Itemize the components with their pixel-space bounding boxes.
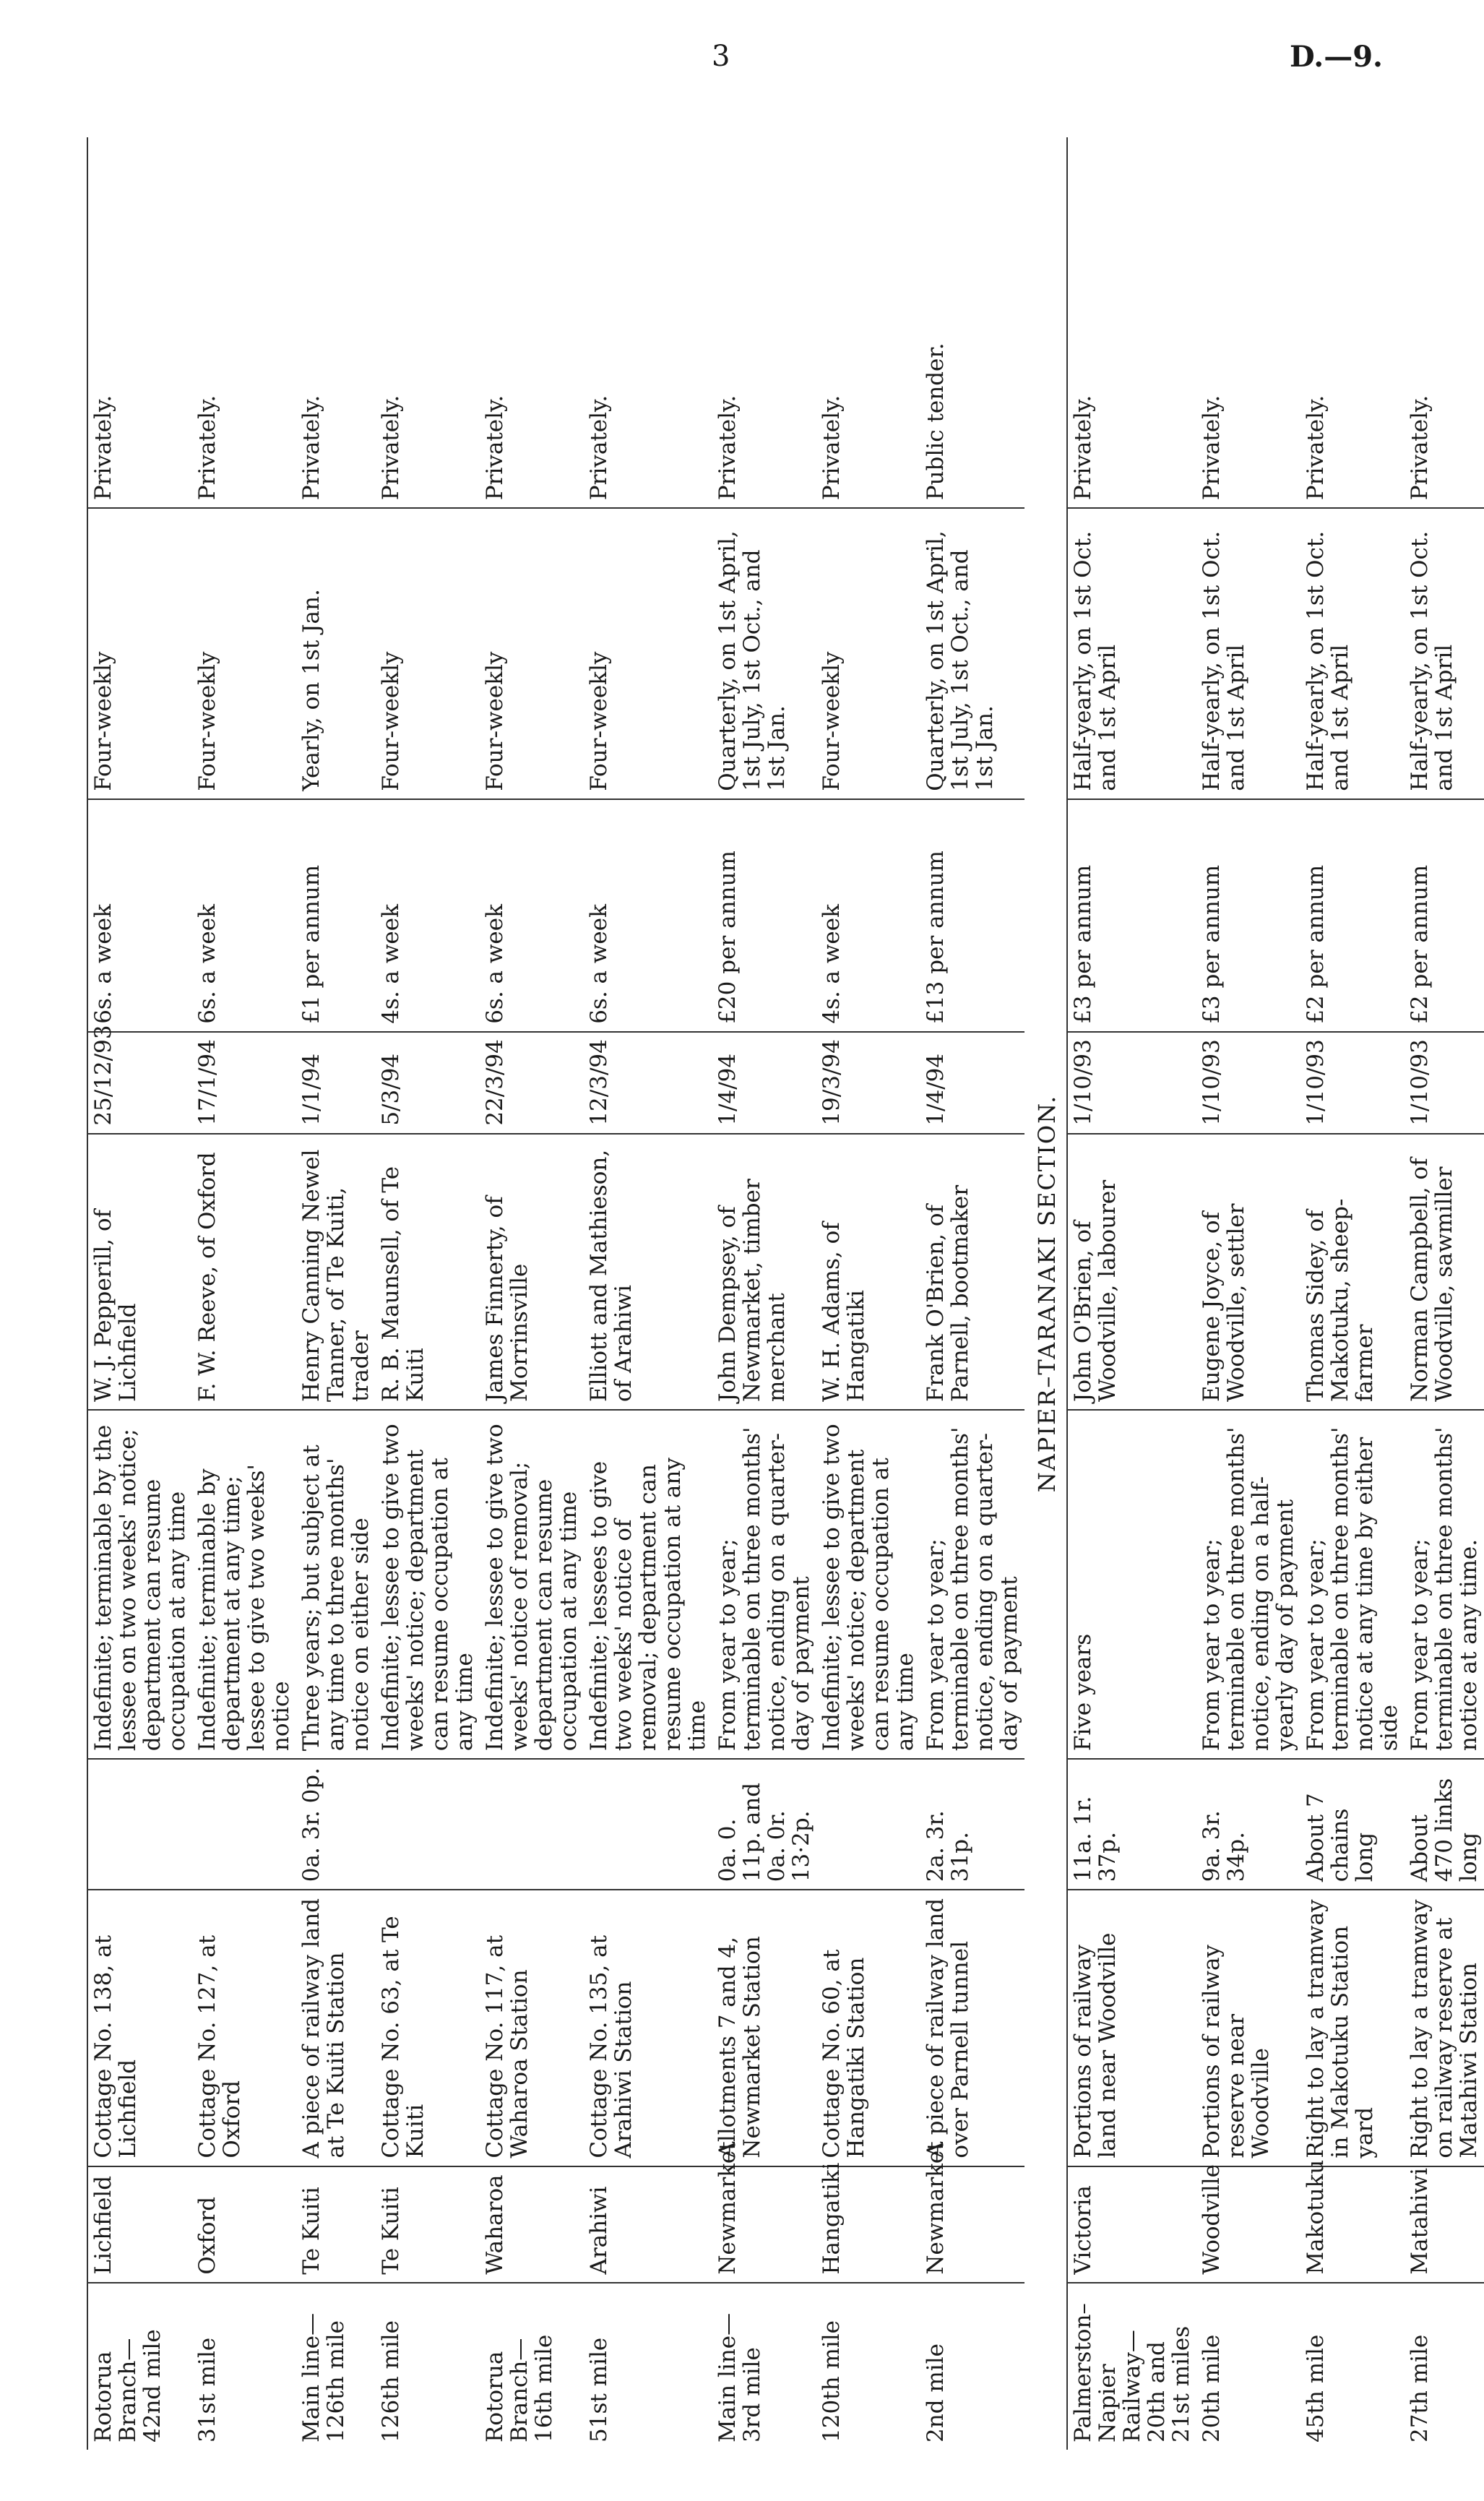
cell-how: Privately. [1300,137,1405,508]
cell-tenure: From year to year; terminable on three months' notice at any time by either side [1300,1410,1405,1759]
cell-date: 1/4/94 [920,1032,1024,1134]
cell-station: Te Kuiti [376,2166,480,2283]
cell-how: Privately. [1405,137,1484,508]
cell-date: 22/3/94 [480,1032,584,1134]
cell-rent: 6s. a week [87,799,192,1032]
cell-date: 1/10/93 [1405,1032,1484,1134]
cell-rent: £2 per annum [1405,799,1484,1032]
table-row [480,137,584,2450]
cell-date: 5/3/94 [376,1032,480,1134]
table-row [712,137,816,2450]
leases-table [87,137,1484,2450]
cell-date: 1/10/93 [1196,1032,1300,1134]
cell-area [480,1759,584,1890]
cell-area [87,1759,192,1890]
cell-lessee: F. W. Reeve, of Oxford [192,1134,296,1410]
cell-mileage: Rotorua Branch— 42nd mile [87,2283,192,2450]
cell-station: Lichfield [87,2166,192,2283]
cell-rent: 6s. a week [584,799,712,1032]
cell-property: A piece of railway land at Te Kuiti Station [296,1890,376,2166]
cell-mileage: Palmerston–Napier Railway— 20th and 21st miles [1067,2283,1196,2450]
cell-payable: Four-weekly [480,508,584,799]
table-body-bottom [1067,137,1484,2450]
leases-table-rotated [87,137,1482,2450]
cell-area: About 470 links long [1405,1759,1484,1890]
cell-property: Cottage No. 60, at Hangatiki Station [816,1890,920,2166]
cell-how: Privately. [376,137,480,508]
cell-payable: Half-yearly, on 1st Oct. and 1st April [1067,508,1196,799]
cell-lessee: Henry Canning Newel Tanner, of Te Kuiti, trader [296,1134,376,1410]
cell-area: 0a. 0. 11p. and 0a. 0r. 13·2p. [712,1759,816,1890]
cell-property: Right to lay a tramway on railway reserve at Matahiwi Station [1405,1890,1484,2166]
cell-lessee: Eugene Joyce, of Woodville, settler [1196,1134,1300,1410]
cell-station: Hangatiki [816,2166,920,2283]
cell-mileage: 31st mile [194,2337,220,2442]
cell-mileage: 120th mile [819,2320,845,2442]
cell-area: About 7 chains long [1300,1759,1405,1890]
page-number: 3 [712,40,730,73]
cell-area: 9a. 3r. 34p. [1196,1759,1300,1890]
cell-property: Cottage No. 117, at Waharoa Station [480,1890,584,2166]
cell-area: 11a. 1r. 37p. [1067,1759,1196,1890]
cell-date: 1/10/93 [1067,1032,1196,1134]
cell-property: Allotments 7 and 4, Newmarket Station [712,1890,816,2166]
table-row [584,137,712,2450]
cell-how: Privately. [1067,137,1196,508]
cell-mileage: Main line— 3rd mile [715,2312,765,2442]
table-row [87,137,192,2450]
cell-payable: Four-weekly [816,508,920,799]
cell-payable: Four-weekly [584,508,712,799]
cell-rent: 6s. a week [192,799,296,1032]
table-row [192,137,296,2450]
cell-area: 0a. 3r. 0p. [296,1759,376,1890]
cell-area [816,1759,920,1890]
cell-rent: 4s. a week [376,799,480,1032]
cell-payable: Half-yearly, on 1st Oct. and 1st April [1300,508,1405,799]
cell-date: 17/1/94 [192,1032,296,1134]
cell-lessee: Thomas Sidey, of Makotuku, sheep-farmer [1300,1134,1405,1410]
cell-tenure: From year to year; terminable on three months' notice, ending on a quarter-day of payment [712,1410,816,1759]
table-row [296,137,376,2450]
cell-tenure: From year to year; terminable on three months' notice at any time. [1405,1410,1484,1759]
cell-lessee: John Dempsey, of Newmarket, timber merchant [712,1134,816,1410]
cell-how: Privately. [712,137,816,508]
cell-station: Oxford [192,2166,296,2283]
cell-how: Privately. [296,137,376,508]
section-title: NAPIER–TARANAKI SECTION. [1033,1094,1061,1493]
cell-rent: £2 per annum [1300,799,1405,1032]
cell-station: Matahiwi [1405,2166,1484,2283]
cell-how: Privately. [584,137,712,508]
cell-rent: 6s. a week [480,799,584,1032]
cell-property: Portions of railway land near Woodville [1067,1890,1196,2166]
cell-mileage: 126th mile [378,2320,404,2442]
cell-tenure: Indefinite; lessee to give two weeks' notice; department can resume occupation at any time [816,1410,920,1759]
cell-lessee: W. J. Pepperill, of Lichfield [87,1134,192,1410]
table-body-top [87,137,1024,2450]
cell-how: Privately. [1196,137,1300,508]
cell-payable: Four-weekly [87,508,192,799]
cell-payable: Quarterly, on 1st April, 1st July, 1st Oct., and 1st Jan. [712,508,816,799]
cell-lessee: John O'Brien, of Woodville, labourer [1067,1134,1196,1410]
cell-mileage: Rotorua Branch— 16th mile [482,2334,557,2442]
cell-date: 1/1/94 [296,1032,376,1134]
cell-property: Right to lay a tramway in Makotuku Station yard [1300,1890,1405,2166]
cell-station: Waharoa [480,2166,584,2283]
cell-station: Te Kuiti [296,2166,376,2283]
cell-tenure: Indefinite; lessees to give two weeks' notice of removal; department can resume occupation at any time [584,1410,712,1759]
cell-mileage: Main line— 126th mile [298,2312,349,2442]
cell-rent: £3 per annum [1196,799,1300,1032]
cell-station: Woodville [1196,2166,1300,2283]
cell-lessee: Norman Campbell, of Woodville, sawmiller [1405,1134,1484,1410]
cell-area [584,1759,712,1890]
cell-tenure: Indefinite; lessee to give two weeks' notice; department can resume occupation at any time [376,1410,480,1759]
cell-property: Cottage No. 127, at Oxford [192,1890,296,2166]
cell-mileage: 45th mile [1303,2334,1329,2442]
cell-mileage: 27th mile [1407,2334,1433,2442]
cell-station: Newmarket [712,2166,816,2283]
cell-property: Cottage No. 135, at Arahiwi Station [584,1890,712,2166]
cell-lessee: James Finnerty, of Morrinsville [480,1134,584,1410]
table-row [1405,137,1484,2450]
cell-payable: Yearly, on 1st Jan. [296,508,376,799]
cell-lessee: Elliott and Mathieson, of Arahiwi [584,1134,712,1410]
cell-how: Privately. [192,137,296,508]
cell-payable: Quarterly, on 1st April, 1st July, 1st Oct., and 1st Jan. [920,508,1024,799]
table-row [816,137,920,2450]
cell-tenure: Indefinite; lessee to give two weeks' notice of removal; department can resume occupation at any time [480,1410,584,1759]
cell-tenure: Five years [1067,1410,1196,1759]
cell-area: 2a. 3r. 31p. [920,1759,1024,1890]
cell-tenure: From year to year; terminable on three months' notice, ending on a half-yearly day of payment [1196,1410,1300,1759]
cell-station: Arahiwi [584,2166,712,2283]
cell-date: 1/4/94 [712,1032,816,1134]
cell-how: Public tender. [920,137,1024,508]
cell-how: Privately. [816,137,920,508]
cell-rent: 4s. a week [816,799,920,1032]
cell-area [192,1759,296,1890]
cell-property: A piece of railway land over Parnell tunnel [920,1890,1024,2166]
cell-station: Victoria [1067,2166,1196,2283]
cell-tenure: Three years; but subject at any time to three months' notice on either side [296,1410,376,1759]
cell-station: Makotuku [1300,2166,1405,2283]
cell-how: Privately. [480,137,584,508]
cell-lessee: W. H. Adams, of Hangatiki [816,1134,920,1410]
cell-date: 12/3/94 [584,1032,712,1134]
cell-rent: £20 per annum [712,799,816,1032]
table-row [1300,137,1405,2450]
cell-lessee: R. B. Maunsell, of Te Kuiti [376,1134,480,1410]
cell-payable: Four-weekly [376,508,480,799]
cell-mileage: 2nd mile [923,2343,949,2442]
section-row [1024,137,1067,2450]
cell-lessee: Frank O'Brien, of Parnell, bootmaker [920,1134,1024,1410]
cell-payable: Half-yearly, on 1st Oct. and 1st April [1196,508,1300,799]
cell-date: 1/10/93 [1300,1032,1405,1134]
cell-station: Newmarket [920,2166,1024,2283]
cell-property: Portions of railway reserve near Woodville [1196,1890,1300,2166]
cell-property: Cottage No. 63, at Te Kuiti [376,1890,480,2166]
page-reference: D.—9. [1290,40,1383,74]
cell-property: Cottage No. 138, at Lichfield [87,1890,192,2166]
cell-mileage: 20th mile [1199,2334,1225,2442]
cell-date: 19/3/94 [816,1032,920,1134]
table-row [1067,137,1196,2450]
cell-date: 25/12/93 [87,1032,192,1134]
cell-tenure: Indefinite; terminable by the lessee on two weeks' notice; department can resume occupation at any time [87,1410,192,1759]
table-row [1196,137,1300,2450]
cell-payable: Four-weekly [192,508,296,799]
cell-area [376,1759,480,1890]
cell-rent: £3 per annum [1067,799,1196,1032]
cell-rent: £1 per annum [296,799,376,1032]
cell-tenure: From year to year; terminable on three months' notice, ending on a quarter-day of payment [920,1410,1024,1759]
cell-payable: Half-yearly, on 1st Oct. and 1st April [1405,508,1484,799]
cell-how: Privately. [87,137,192,508]
table-row [920,137,1024,2450]
cell-mileage: 51st mile [586,2337,612,2442]
cell-rent: £13 per annum [920,799,1024,1032]
cell-tenure: Indefinite; terminable by department at any time; lessee to give two weeks' notice [192,1410,296,1759]
table-row [376,137,480,2450]
